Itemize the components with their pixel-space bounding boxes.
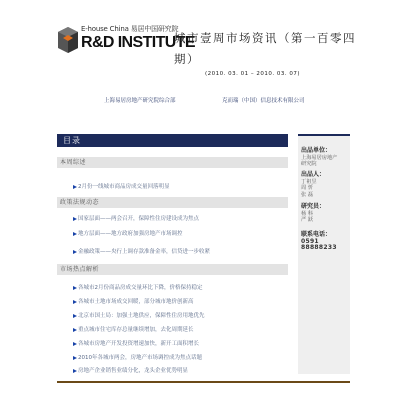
sidebar-info [298,134,350,374]
sidebar-line: 丁祖昱 [301,178,317,185]
bullet-arrow-icon [73,314,77,318]
sidebar-heading: 出品单位： [301,147,332,154]
document-title: 城市壹周市场资讯（第一百零四期） [174,31,356,66]
toc-item[interactable]: 2月份一线城市商品房成交量回落明显 [78,184,170,190]
sidebar-phone[interactable]: 0591 88888233 [301,237,337,251]
bullet-arrow-icon [73,356,77,360]
sidebar-line: 张 磊 [301,191,314,198]
bullet-arrow-icon [73,185,77,189]
company-left: 上海易居房地产研究院综合部 [104,98,176,104]
toc-item[interactable]: 国家层面——两会召开，保障性住房建设成为焦点 [78,216,200,222]
company-right: 克而瑞（中国）信息技术有限公司 [222,98,305,104]
toc-item[interactable]: 各城市房地产开发投资增速加快，新开工面积增长 [78,341,200,347]
logo-top-text: E-house China 易居中国研究院 [81,25,179,33]
toc-item[interactable]: 金融政策——央行上调存款准备金率，信贷进一步收紧 [78,249,211,255]
bullet-arrow-icon [73,369,77,373]
date-range: (2010. 03. 01 – 2010. 03. 07) [205,71,301,77]
logo [57,24,195,56]
bullet-arrow-icon [73,342,77,346]
toc-item[interactable]: 各城市土地市场成交回暖，部分城市地价创新高 [78,299,194,305]
sidebar-researchers [301,204,325,224]
toc-header: 目录 [57,134,288,147]
toc-section-market[interactable]: 市场热点解析 [57,264,288,275]
sidebar-line: 周 忻 [301,185,314,191]
logo-main-text: R&D INSTITUTE [81,34,195,51]
sidebar-producer [301,148,337,168]
toc-item[interactable]: 2010年各城市两会，房地产市场调控成为焦点话题 [78,355,202,361]
sidebar-contact [301,232,350,252]
bullet-arrow-icon [73,232,77,236]
toc-section-summary[interactable]: 本周综述 [57,157,288,168]
toc-item[interactable]: 重点城市住宅库存总量继续增加，去化周期延长 [78,327,194,333]
sidebar-line: 研究院 [301,161,317,167]
sidebar-line: 上海易居房地产 [301,154,338,161]
bullet-arrow-icon [73,217,77,221]
bullet-arrow-icon [73,250,77,254]
footer-bar [57,381,350,383]
sidebar-heading: 研究员： [301,203,326,210]
sidebar-phone-label: 联系电话： [301,231,332,238]
sidebar-line: 杨 科 [301,210,314,217]
toc-item[interactable]: 北京市国土局：加强土地供应，保障性住房用地优先 [78,313,205,319]
toc-section-policy[interactable]: 政策法规动态 [57,197,288,208]
toc-item[interactable]: 地方层面——地方政府加强房地产市场调控 [78,231,183,237]
logo-cube-icon [57,26,79,54]
sidebar-line: 严 跃 [301,217,314,223]
toc-item[interactable]: 房地产企业销售业绩分化，龙头企业优势明显 [78,368,189,374]
bullet-arrow-icon [73,286,77,290]
sidebar-heading: 出品人： [301,171,326,178]
toc-item[interactable]: 各城市2月份商品房成交量环比下降，价格保持稳定 [78,285,203,291]
bullet-arrow-icon [73,300,77,304]
sidebar-publisher [301,172,325,198]
bullet-arrow-icon [73,328,77,332]
